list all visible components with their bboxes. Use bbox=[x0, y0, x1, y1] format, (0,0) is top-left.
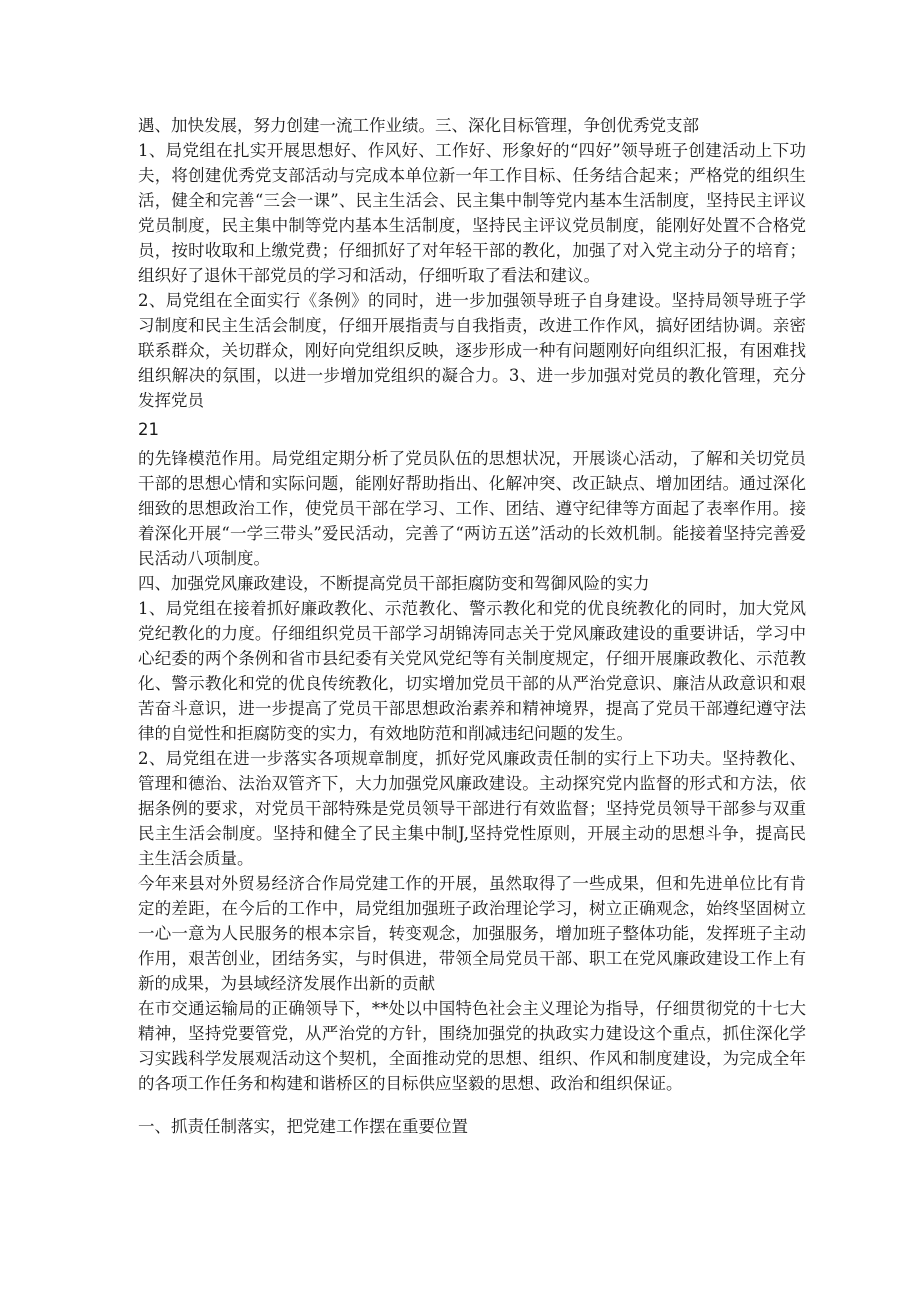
paragraph: 2、局党组在全面实行《条例》的同时，进一步加强领导班子自身建设。坚持局领导班子学习制度和民主生活会制度，仔细开展指责与自我指责，改进工作作风，搞好团结协调。亲密联系群众，关切群众，刚好向党组织反映，逐步形成一种有问题刚好向组织汇报，有困难找组织解决的氛围，以进一步增加党组织的凝合力。3、进一步加强对党员的教化管理，充分发挥党员 bbox=[138, 291, 806, 410]
paragraph: 2、局党组在进一步落实各项规章制度，抓好党风廉政责任制的实行上下功夫。坚持教化、管理和德治、法治双管齐下，大力加强党风廉政建设。主动探究党内监督的形式和方法，依据条例的要求，对党员干部特殊是党员领导干部进行有效监督；坚持党员领导干部参与双重民主生活会制度。坚持和健全了民主集中制J,坚持党性原则，开展主动的思想斗争，提高民主生活会质量。 bbox=[138, 749, 806, 868]
section-heading: 四、加强党风廉政建设，不断提高党员干部拒腐防变和驾御风险的实力 bbox=[138, 574, 650, 593]
document-body bbox=[138, 113, 806, 1139]
paragraph: 今年来县对外贸易经济合作局党建工作的开展，虽然取得了一些成果，但和先进单位比有肯定的差距，在今后的工作中，局党组加强班子政治理论学习，树立正确观念，始终坚固树立一心一意为人民服务的根本宗旨，转变观念，加强服务，增加班子整体功能，发挥班子主动作用，艰苦创业，团结务实，与时俱进，带领全局党员干部、职工在党风廉政建设工作上有新的成果，为县域经济发展作出新的贡献 bbox=[138, 874, 806, 993]
page-number: 21 bbox=[138, 420, 159, 439]
paragraph: 1、局党组在扎实开展思想好、作风好、工作好、形象好的“四好”领导班子创建活动上下功夫，将创建优秀党支部活动与完成本单位新一年工作目标、任务结合起来；严格党的组织生活，健全和完善“三会一课”、民主生活会、民主集中制等党内基本生活制度，坚持民主评议党员制度，民主集中制等党内基本生活制度，坚持民主评议党员制度，能刚好处置不合格党员，按时收取和上缴党费；仔细抓好了对年轻干部的教化，加强了对入党主动分子的培育；组织好了退休干部党员的学习和活动，仔细听取了看法和建议。 bbox=[138, 141, 806, 285]
paragraph: 遇、加快发展，努力创建一流工作业绩。三、深化目标管理，争创优秀党支部 bbox=[138, 116, 699, 135]
paragraph: 在市交通运输局的正确领导下，**处以中国特色社会主义理论为指导，仔细贯彻党的十七大精神，坚持党要管党，从严治党的方针，围绕加强党的执政实力建设这个重点，抓住深化学习实践科学发展观活动这个契机，全面推动党的思想、组织、作风和制度建设，为完成全年的各项工作任务和构建和谐桥区的目标供应坚毅的思想、政治和组织保证。 bbox=[138, 999, 806, 1093]
paragraph: 的先锋模范作用。局党组定期分析了党员队伍的思想状况，开展谈心活动，了解和关切党员干部的思想心情和实际问题，能刚好帮助指出、化解冲突、改正缺点、增加团结。通过深化细致的思想政治工作，使党员干部在学习、工作、团结、遵守纪律等方面起了表率作用。接着深化开展“一学三带头”爱民活动，完善了“两访五送”活动的长效机制。能接着坚持完善爱民活动八项制度。 bbox=[138, 449, 806, 568]
section-heading: 一、抓责任制落实，把党建工作摆在重要位置 bbox=[138, 1117, 468, 1136]
paragraph: 1、局党组在接着抓好廉政教化、示范教化、警示教化和党的优良统教化的同时，加大党风党纪教化的力度。仔细组织党员干部学习胡锦涛同志关于党风廉政建设的重要讲话，学习中心纪委的两个条例和省市县纪委有关党风党纪等有关制度规定，仔细开展廉政教化、示范教化、警示教化和党的优良传统教化，切实增加党员干部的从严治党意识、廉洁从政意识和艰苦奋斗意识，进一步提高了党员干部思想政治素养和精神境界，提高了党员干部遵纪遵守法律的自觉性和拒腐防变的实力，有效地防范和削减违纪问题的发生。 bbox=[138, 599, 806, 743]
